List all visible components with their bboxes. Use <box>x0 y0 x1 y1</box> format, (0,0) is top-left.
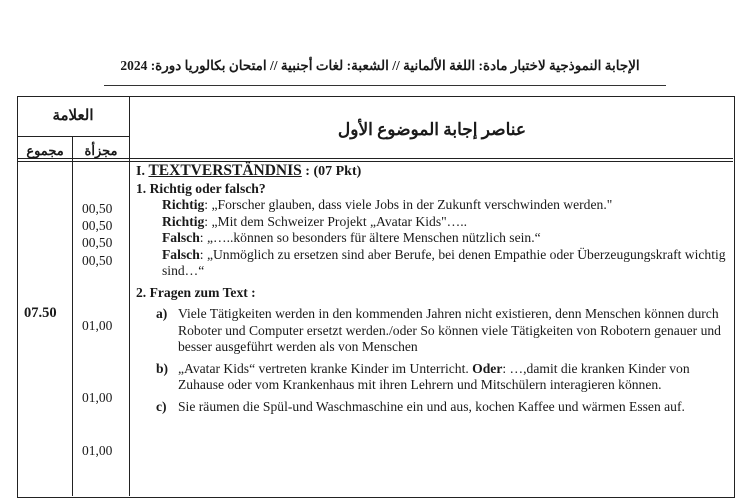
grade-subcolumn-divider <box>72 136 73 496</box>
q1-item-text: : „Unmöglich zu ersetzen sind aber Berufe, bei denen Empathie oder Überzeugungskraft wichtig sind…“ <box>162 246 726 278</box>
total-score: 07.50 <box>24 305 57 321</box>
section-number: I. <box>136 164 145 179</box>
score-q2-a: 01,00 <box>82 318 113 333</box>
q2-item-b <box>136 361 726 394</box>
q1-item-label: Richtig <box>162 213 205 229</box>
score-q1-2: 00,50 <box>82 218 113 233</box>
question-2-title: 2. Fragen zum Text : <box>136 284 256 300</box>
header-rule <box>104 85 666 86</box>
q2-item-text-cont: : …,damit die kranken Kinder von Zuhause oder vom Krankenhaus mit ihren Lehrern und Mitschülern interagieren können. <box>178 360 690 392</box>
grade-header: العلامة <box>52 108 94 124</box>
q2-item-mark: b) <box>156 360 169 376</box>
q2-item-text: „Avatar Kids“ vertreten kranke Kinder im Unterricht. <box>178 360 473 376</box>
q1-item-label: Richtig <box>162 197 205 212</box>
section-name: TEXTVERSTÄNDNIS <box>148 162 302 179</box>
score-q2-c: 01,00 <box>82 443 113 458</box>
page-header: الإجابة النموذجية لاختبار مادة: اللغة الألمانية // الشعبة: لغات أجنبية // امتحان بكالوريا دورة: 2024 <box>120 58 640 73</box>
score-q2-b: 01,00 <box>82 390 113 405</box>
q1-item <box>136 214 726 231</box>
q1-item <box>136 197 726 214</box>
section-title <box>136 163 726 181</box>
total-header: مجموع <box>26 143 64 158</box>
answer-content <box>136 163 726 415</box>
q1-item <box>136 247 726 280</box>
main-header: عناصر إجابة الموضوع الأول <box>337 120 527 139</box>
q2-item-mark: c) <box>156 398 167 414</box>
q1-item-text: : „…..können so besonders für ältere Menschen nützlich sein.“ <box>199 230 541 245</box>
q1-item-label: Falsch <box>162 246 200 262</box>
score-q1-1: 00,50 <box>82 201 113 216</box>
q2-item-oder: Oder <box>472 360 503 376</box>
q2-item-mark: a) <box>156 306 168 321</box>
q2-item-c <box>136 399 726 416</box>
q1-item-label: Falsch <box>162 230 200 245</box>
section-points: : (07 Pkt) <box>305 164 362 179</box>
header-row-rule-inner <box>17 161 733 162</box>
partial-header: مجزأة <box>84 143 118 158</box>
grade-column-divider <box>129 96 130 496</box>
score-q1-3: 00,50 <box>82 235 113 250</box>
question-1-title: 1. Richtig oder falsch? <box>136 180 266 196</box>
grade-header-rule <box>17 136 129 137</box>
q2-item-text: Sie räumen die Spül-und Waschmaschine ein und aus, kochen Kaffee und wärmen Essen auf. <box>178 398 685 414</box>
q1-item-text: : „Mit dem Schweizer Projekt „Avatar Kids"….. <box>204 213 468 229</box>
q1-item-text: : „Forscher glauben, dass viele Jobs in der Zukunft verschwinden werden." <box>204 197 613 212</box>
q2-item-a <box>136 306 726 356</box>
q2-item-text: Viele Tätigkeiten werden in den kommenden Jahren nicht existieren, denn Menschen können durch Roboter und Computer ersetzt werden./oder So können viele Tätigkeiten von Robotern genauer und besser ausgeführt werden als von Menschen <box>178 306 721 354</box>
score-q1-4: 00,50 <box>82 253 113 268</box>
q1-item <box>136 230 726 247</box>
